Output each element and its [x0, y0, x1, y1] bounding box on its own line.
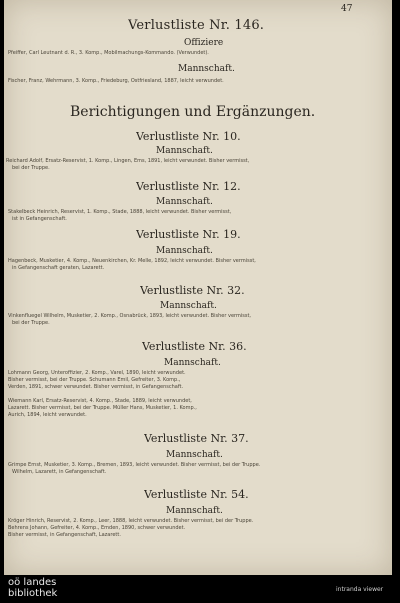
entry-line: Fischer, Franz, Wehrmann, 3. Komp., Friedeburg, Ostfriesland, 1887, leicht verwundet. [8, 78, 224, 84]
entry-line: Bisher vermisst, bei der Truppe. Schumann Emil, Gefreiter, 3. Komp., [8, 377, 181, 383]
list-title: Verlustliste Nr. 10. [136, 130, 241, 143]
list-title: Verlustliste Nr. 12. [136, 180, 241, 193]
main-heading: Berichtigungen und Ergänzungen. [70, 104, 316, 120]
section-heading: Mannschaft. [160, 301, 217, 311]
entry-line: Wiemann Karl, Ersatz-Reservist, 4. Komp., Stade, 1889, leicht verwundet, [8, 398, 192, 404]
entry-line: Hagenbeck, Musketier, 4. Komp., Neuenkirchen, Kr. Melle, 1892, leicht verwundet. Bisher vermisst, [8, 258, 256, 264]
list-title: Verlustliste Nr. 37. [144, 432, 249, 445]
entry-line: Lohmann Georg, Unteroffizier, 2. Komp., Varel, 1890, leicht verwundet. [8, 370, 186, 376]
entry-line: bei der Truppe. [12, 165, 50, 171]
entry-line: Stakelbeck Heinrich, Reservist, 1. Komp., Stade, 1888, leicht verwundet. Bisher vermisst, [8, 209, 232, 215]
list-title: Verlustliste Nr. 36. [142, 340, 247, 353]
list-title: Verlustliste Nr. 54. [144, 488, 249, 501]
entry-line: Lazarett. Bisher vermisst, bei der Truppe. Müller Hans, Musketier, 1. Komp., [8, 405, 197, 411]
entry-line: Reichard Adolf, Ersatz-Reservist, 1. Komp., Lingen, Ems, 1891, leicht verwundet. Bisher vermisst, [6, 158, 250, 164]
section-heading: Mannschaft. [166, 506, 223, 516]
entry-line: Pfeiffer, Carl Leutnant d. R., 3. Komp., Mobilmachungs-Kommando. (Verwundet). [8, 50, 209, 56]
section-heading: Mannschaft. [156, 197, 213, 207]
section-heading: Offiziere [184, 38, 224, 48]
entry-line: bei der Truppe. [12, 320, 50, 326]
entry-line: Vinkenfluegel Wilhelm, Musketier, 2. Komp., Osnabrück, 1893, leicht verwundet. Bisher vermisst, [8, 313, 252, 319]
entry-line: in Gefangenschaft geraten, Lazarett. [12, 265, 105, 271]
document-page [4, 0, 392, 575]
page-number: 47 [341, 4, 353, 14]
section-heading: Mannschaft. [178, 64, 235, 74]
library-logo-line2: bibliothek [8, 588, 58, 599]
section-heading: Mannschaft. [156, 246, 213, 256]
header-title: Verlustliste Nr. 146. [128, 18, 265, 33]
viewer-footer [0, 575, 400, 603]
entry-line: Grimpe Ernst, Musketier, 3. Komp., Bremen, 1893, leicht verwundet. Bisher vermisst, bei der Truppe. [8, 462, 261, 468]
entry-line: Kröger Hinrich, Reservist, 2. Komp., Leer, 1888, leicht verwundet. Bisher vermisst, bei der Truppe. [8, 518, 254, 524]
entry-line: Bisher vermisst, in Gefangenschaft, Lazarett. [8, 532, 121, 538]
entry-line: Wilhelm, Lazarett, in Gefangenschaft. [12, 469, 107, 475]
entry-line: Behrens Johann, Gefreiter, 4. Komp., Emden, 1890, schwer verwundet. [8, 525, 186, 531]
section-heading: Mannschaft. [166, 450, 223, 460]
entry-line: Aurich, 1894, leicht verwundet. [8, 412, 87, 418]
entry-line: Verden, 1891, schwer verwundet. Bisher vermisst, in Gefangenschaft. [8, 384, 184, 390]
section-heading: Mannschaft. [164, 358, 221, 368]
section-heading: Mannschaft. [156, 146, 213, 156]
entry-line: ist in Gefangenschaft. [12, 216, 67, 222]
library-logo-line1: oö landes [8, 577, 57, 588]
viewer-label: intranda viewer [336, 586, 384, 593]
list-title: Verlustliste Nr. 32. [140, 284, 245, 297]
list-title: Verlustliste Nr. 19. [136, 228, 241, 241]
